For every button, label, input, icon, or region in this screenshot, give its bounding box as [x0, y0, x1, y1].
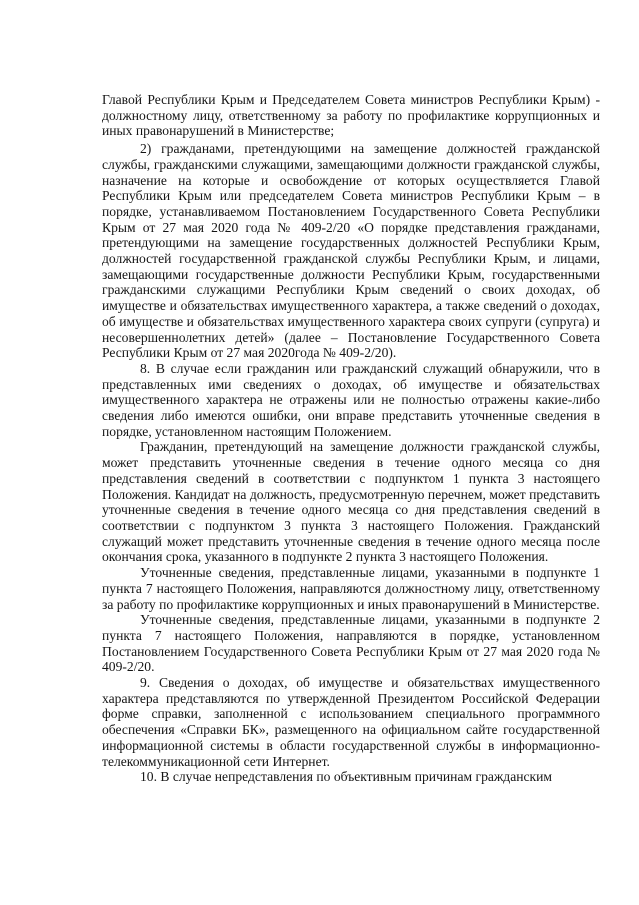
- paragraph-item-9: 9. Сведения о доходах, об имуществе и обязательствах имущественного характера представляются по утвержденной Президентом Российской Федерации форме справки, заполненной с использованием специального программного обеспечения «Справки БК», размещенного на официальном сайте государственной информационной системы в области государственной службы в информационно-телекоммуникационной сети Интернет.: [102, 675, 600, 769]
- paragraph-clarified-info-1: Уточненные сведения, представленные лицами, указанными в подпункте 1 пункта 7 настоящего Положения, направляются должностному лицу, ответственному за работу по профилактике коррупционных и иных правонарушений в Министерстве.: [102, 565, 600, 612]
- paragraph-subitem-2: 2) гражданами, претендующими на замещение должностей гражданской службы, гражданскими служащими, замещающими должности гражданской службы, назначение на которые и освобождение от которых осуществляется Главой Республики Крым или председателем Совета министров Республики Крым – в порядке, устанавливаемом Постановлением Государственного Совета Республики Крым от 27 мая 2020 года № 409-2/20 «О порядке представления гражданами, претендующими на замещение государственных должностей Республики Крым, должностей государственной гражданской службы Республики Крым, и лицами, замещающими государственные должности Республики Крым, государственными гражданскими служащими Республики Крым сведений о своих доходах, об имуществе и обязательствах имущественного характера, а также сведений о доходах, об имуществе и обязательствах имущественного характера своих супруги (супруга) и несовершеннолетних детей» (далее – Постановление Государственного Совета Республики Крым от 27 мая 2020года № 409-2/20).: [102, 141, 600, 361]
- paragraph-clarified-info-2: Уточненные сведения, представленные лицами, указанными в подпункте 2 пункта 7 настоящего Положения, направляются в порядке, установленном Постановлением Государственного Совета Республики Крым от 27 мая 2020 года № 409-2/20.: [102, 612, 600, 675]
- document-body: [102, 92, 600, 785]
- paragraph-item-8: 8. В случае если гражданин или гражданский служащий обнаружили, что в представленных ими сведениях о доходах, об имуществе и обязательствах имущественного характера не отражены или не полностью отражены какие-либо сведения либо имеются ошибки, они вправе представить уточненные сведения в порядке, установленном настоящим Положением.: [102, 360, 600, 439]
- paragraph-continuation: Главой Республики Крым и Председателем Совета министров Республики Крым) - должностному лицу, ответственному за работу по профилактике коррупционных и иных правонарушений в Министерстве;: [102, 92, 600, 139]
- paragraph-item-10: 10. В случае непредставления по объективным причинам гражданским: [140, 769, 553, 785]
- paragraph-candidate-clarification: Гражданин, претендующий на замещение должности гражданской службы, может представить уточненные сведения в течение одного месяца со дня представления сведений в соответствии с подпунктом 1 пункта 3 настоящего Положения. Кандидат на должность, предусмотренную перечнем, может представить уточненные сведения в течение одного месяца со дня представления сведений в соответствии с подпунктом 3 пункта 3 настоящего Положения. Гражданский служащий может представить уточненные сведения в течение одного месяца после окончания срока, указанного в подпункте 2 пункта 3 настоящего Положения.: [102, 439, 600, 565]
